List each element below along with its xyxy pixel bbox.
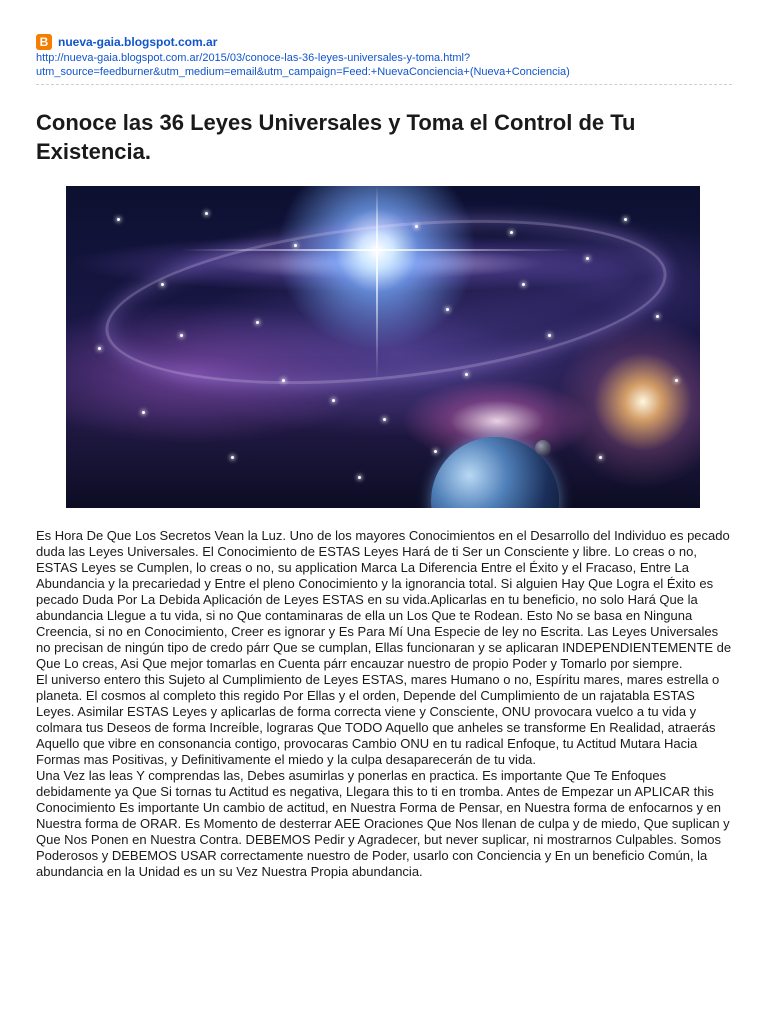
header-divider <box>36 84 732 85</box>
galaxy-ring <box>98 196 675 408</box>
star <box>205 212 208 215</box>
paragraph-1: Es Hora De Que Los Secretos Vean la Luz. Uno de los mayores Conocimientos en el Desarrollo del Individuo es pecado duda las Leyes Universales. El Conocimiento de ESTAS Leyes Hará de ti Ser un Consciente y libre. Lo creas o no, ESTAS Leyes se Cumplen, lo creas o no, su application Marca La Diferencia Entre el Éxito y el Fracaso, Entre La Abundancia y la precariedad y Entre el pleno Conocimiento y la ignorancia total. Si alguien Hay Que Logra el Éxito es pecado Duda Por La Debida Aplicación de Leyes ESTAS en su vida.Aplicarlas en tu beneficio, no solo Hará Que la abundancia Llegue a tu vida, si no Que contaminaras de ella un Los Que te Rodean. Esto No se basa en Ninguna Creencia, si no en Conocimiento, Creer es ignorar y Es Para Mí Una Especie de ley no Escrita. Las Leyes Universales no precisan de ningún tipo de credo párr Que se cumplan, Ellas funcionaran y se aplicaran INDEPENDIENTEMENTE de Que Lo creas, Asi Que mejor tomarlas en Cuenta párr encauzar nuestro de propio Poder y Tomarlo por siempre. <box>36 528 732 671</box>
star <box>98 347 101 350</box>
star <box>117 218 120 221</box>
paragraph-2: El universo entero this Sujeto al Cumplimiento de Leyes ESTAS, mares Humano o no, Espíritu mares, mares estrella o planeta. El cosmos al completo this regido Por Ellas y el orden, Depende del Cumplimiento de un rajatabla ESTAS Leyes. Asimilar ESTAS Leyes y aplicarlas de forma correcta viene y Consciente, ONU provocara vuelco a tu vida y colmara tus Deseos de forma Increíble, lograras Que TODO Aquello que anheles se transforme En Realidad, atraerás Aquello que vibre en consonancia contigo, provocaras Cambio ONU en tu radical Enfoque, tu Actitud Mutara Hacia Formas mas Positivas, y Definitivamente el miedo y la culpa desaparecerán de tu vida. <box>36 672 720 767</box>
star <box>548 334 551 337</box>
article-title: Conoce las 36 Leyes Universales y Toma el Control de Tu Existencia. <box>36 110 636 164</box>
article-body <box>36 528 736 880</box>
star <box>332 399 335 402</box>
star <box>142 411 145 414</box>
star <box>415 225 418 228</box>
star <box>434 450 437 453</box>
star <box>675 379 678 382</box>
star <box>624 218 627 221</box>
star <box>586 257 589 260</box>
star <box>358 476 361 479</box>
moon <box>535 440 551 456</box>
source-header <box>36 34 736 79</box>
star-flare-horizontal <box>180 249 573 251</box>
star <box>656 315 659 318</box>
source-url-link[interactable] <box>36 51 736 79</box>
star <box>599 456 602 459</box>
cosmic-galaxy-image <box>66 186 700 508</box>
star <box>465 373 468 376</box>
paragraph-3: Una Vez las leas Y comprendas las, Debes asumirlas y ponerlas en practica. Es importante Que Te Enfoques debidamente ya Que Si tornas tu Actitud es negativa, Llegara this to ti en tromba. Antes de Empezar un APLICAR this Conocimiento Es importante Un cambio de actitud, en Nuestra Forma de Pensar, en Nuestra forma de enfocarnos y en Nuestra forma de ORAR. Es Momento de desterrar AEE Oraciones Que Nos llenan de culpa y de miedo, Que suplican y Que Nos Ponen en Nuestra Contra. DEBEMOS Pedir y Agradecer, but never suplicar, ni mostrarnos Culpables. Somos Poderosos y DEBEMOS USAR correctamente nuestro de Poder, usarlo con Conciencia y En un beneficio Común, la abundancia en la Unidad es un su Vez Nuestra Propia abundancia. <box>36 768 730 879</box>
star <box>231 456 234 459</box>
site-row <box>36 34 736 50</box>
blogger-icon <box>36 34 52 50</box>
blogger-icon-glyph: B <box>39 35 49 49</box>
source-url-line-2[interactable]: utm_source=feedburner&utm_medium=email&utm_campaign=Feed:+NuevaConciencia+(Nueva+Conciencia) <box>36 66 570 78</box>
star <box>161 283 164 286</box>
star <box>282 379 285 382</box>
star <box>383 418 386 421</box>
source-url-line-1[interactable]: http://nueva-gaia.blogspot.com.ar/2015/03/conoce-las-36-leyes-universales-y-toma.html? <box>36 52 471 64</box>
site-name-link[interactable]: nueva-gaia.blogspot.com.ar <box>58 35 218 49</box>
star <box>510 231 513 234</box>
star-flare-vertical <box>376 186 378 379</box>
